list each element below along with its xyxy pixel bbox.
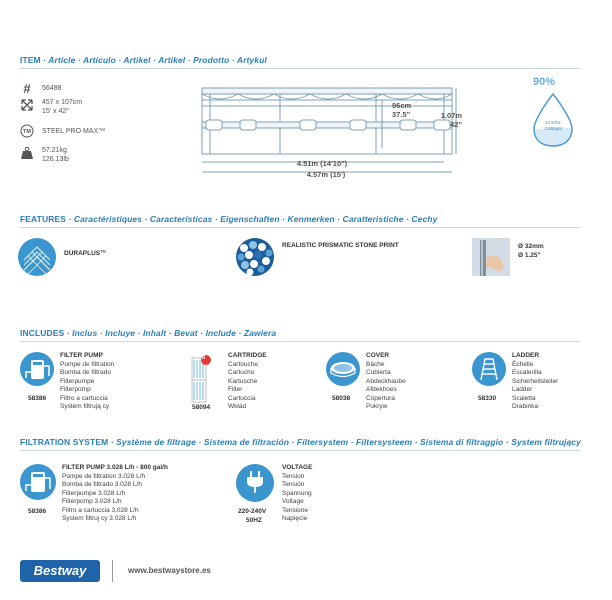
pool-diagram: [200, 80, 460, 180]
spec-size-text: [42, 98, 82, 116]
frequency-value: 50HZ: [246, 517, 262, 524]
translation-line: Filtro a cartuccia: [60, 394, 108, 402]
translation-line: Cartucho: [228, 369, 255, 377]
svg-text:TM: TM: [23, 129, 31, 136]
feature-pipe-diameter: [472, 238, 582, 278]
translation-line: Escalerilla: [512, 369, 542, 377]
includes-title-rest: · Inclus · Incluye · Inhalt · Bevat · Include · Zawiera: [64, 328, 277, 338]
feature-duraplus: [18, 238, 168, 278]
diagram-height-in: 42": [450, 120, 462, 129]
filtration-pump-heading: FILTER PUMP 3.028 L/h - 800 gal/h: [62, 464, 168, 471]
translation-line: Voltage: [282, 498, 304, 506]
filtration-pump-icon: [20, 464, 56, 500]
ladder-heading: LADDER: [512, 352, 540, 359]
spec-weight-text: [42, 146, 69, 164]
translation-line: Scaletta: [512, 394, 536, 402]
hash-icon: #: [23, 81, 31, 96]
cartridge-badge: II: [202, 355, 206, 361]
features-section-title: [20, 214, 437, 224]
translation-line: Napięcie: [282, 515, 308, 523]
item-rule: [20, 68, 580, 69]
translation-line: Spannung: [282, 489, 312, 497]
filter-pump-code: 58386: [28, 395, 47, 402]
features-title-rest: · Caractéristiques · Características · Eigenschaften · Kenmerken · Caratteristiche · Cechy: [65, 214, 438, 224]
spec-code-text: 56488: [42, 85, 62, 92]
translation-line: Filtro a cartuccia 3.028 L/h: [62, 506, 139, 514]
translation-line: Pompe de filtration 3.028 L/h: [62, 473, 146, 480]
cartridge-heading: CARTRIDGE: [228, 352, 267, 359]
voltage-value: 220-240V: [238, 508, 267, 515]
filter-pump-heading: FILTER PUMP: [60, 352, 103, 359]
translation-line: Wkład: [228, 403, 247, 411]
ladder-code: 58330: [478, 395, 497, 402]
translation-line: Filterpumpe 3.028 L/h: [62, 489, 126, 497]
item-title-first: ITEM: [20, 55, 41, 65]
translation-line: Filterpumpe: [60, 377, 95, 385]
item-section-title: [20, 55, 267, 65]
size-metric: 457 x 107cm: [42, 99, 83, 106]
bestway-logo: Bestway: [20, 560, 100, 582]
spec-weight: [20, 146, 190, 166]
diagram-water-depth-in: 37.5": [392, 110, 411, 119]
cover-icon: [326, 352, 360, 386]
filtration-voltage: [236, 464, 386, 524]
feature-duraplus-label: DURAPLUS™: [64, 250, 107, 257]
spec-frame-text: STEEL PRO MAX™: [42, 128, 106, 135]
cartridge-code: 58094: [192, 404, 211, 411]
footer-divider: [112, 560, 113, 582]
filter-pump-translations: [60, 361, 114, 411]
translation-line: Bâche: [366, 361, 385, 368]
weight-kg: 57.21kg: [42, 147, 67, 154]
size-imperial: 15' x 42": [42, 108, 69, 115]
spec-frame: [20, 124, 190, 144]
website-link[interactable]: www.bestwaystore.es: [128, 566, 211, 575]
feature-stone-print: [236, 238, 436, 278]
feature-pipe-diameter-label: [518, 242, 544, 260]
include-filter-pump: [20, 352, 160, 412]
includes-section-title: [20, 328, 276, 338]
includes-title-first: INCLUDES: [20, 328, 65, 338]
filtration-section-title: [20, 437, 581, 447]
cartridge-icon: [190, 352, 226, 404]
translation-line: Bomba de filtrado 3.028 L/h: [62, 481, 142, 489]
diagram-inner-width: 4.51m (14'10"): [296, 159, 348, 168]
capacity-text: [538, 120, 568, 132]
voltage-heading: VOLTAGE: [282, 464, 313, 471]
cartridge-translations: [228, 361, 258, 411]
translation-line: Sicherheitsleiter: [512, 377, 559, 385]
translation-line: Drabinka: [512, 403, 539, 411]
translation-line: Cubierta: [366, 369, 391, 377]
pipe-diameter-in: Ø 1.25": [518, 252, 541, 259]
weight-icon: [20, 146, 34, 160]
cover-heading: COVER: [366, 352, 390, 359]
features-title-first: FEATURES: [20, 214, 66, 224]
voltage-translations: [282, 473, 312, 523]
filtration-title-rest: · Système de filtrage · Sistema de filtración · Filtersystem · Filtersysteem · Sistema di filtraggio · System filtrujący: [108, 437, 581, 447]
translation-line: Échelle: [512, 361, 534, 368]
translation-line: Afdekhoes: [366, 386, 397, 394]
pipe-diameter-icon: [472, 238, 510, 276]
translation-line: Filter: [228, 386, 243, 394]
translation-line: Bomba de filtrado: [60, 369, 111, 377]
features-rule: [20, 227, 580, 228]
feature-stone-print-label: REALISTIC PRISMATIC STONE PRINT: [282, 242, 399, 249]
pipe-diameter-mm: Ø 32mm: [518, 243, 544, 250]
item-title-rest: · Article · Artículo · Artikel · Artikel · Prodotto · Artykul: [40, 55, 267, 65]
translation-line: System filtruj cy 3.028 L/h: [62, 515, 137, 523]
include-cover: [326, 352, 466, 412]
translation-line: Tensión: [282, 481, 305, 489]
cover-code: 58038: [332, 395, 351, 402]
diagram-height-m: 1.07m: [440, 111, 462, 120]
translation-line: Pokryw: [366, 403, 388, 411]
resize-arrows-icon: [20, 98, 34, 112]
duraplus-icon: [18, 238, 56, 276]
power-plug-icon: [236, 464, 274, 502]
translation-line: Abdeckhaube: [366, 377, 406, 385]
capacity-liters: 14.970L: [544, 120, 562, 125]
filtration-pump-translations: [62, 473, 145, 523]
cover-translations: [366, 361, 406, 411]
ladder-icon: [472, 352, 506, 386]
translation-line: Filterpomp 3.028 L/h: [62, 498, 122, 506]
trademark-icon: [20, 124, 34, 138]
includes-rule: [20, 341, 580, 342]
translation-line: Ladder: [512, 386, 533, 394]
translation-line: Tensione: [282, 506, 309, 514]
translation-line: Copertura: [366, 394, 395, 402]
weight-lb: 126.13lb: [42, 156, 69, 163]
translation-line: System filtrują cy: [60, 403, 110, 411]
filtration-pump: [20, 464, 220, 524]
fill-percent: 90%: [533, 76, 556, 88]
ladder-translations: [512, 361, 558, 411]
include-cartridge: [190, 352, 330, 412]
filtration-rule: [20, 450, 580, 451]
translation-line: Filterpomp: [60, 386, 91, 394]
diagram-water-depth-m: 96cm: [392, 101, 412, 110]
filtration-pump-code: 58386: [28, 508, 47, 515]
capacity-gallons: 3.955gal: [544, 126, 562, 131]
include-ladder: [472, 352, 612, 412]
spec-size: [20, 98, 190, 118]
filtration-title-first: FILTRATION SYSTEM: [20, 437, 109, 447]
translation-line: Kartusche: [228, 377, 258, 385]
diagram-outer-width: 4.57m (15'): [306, 170, 346, 179]
translation-line: Tension: [282, 473, 305, 480]
translation-line: Cartuccia: [228, 394, 256, 402]
translation-line: Cartouche: [228, 361, 258, 368]
stone-print-icon: [236, 238, 274, 276]
filter-pump-icon: [20, 352, 54, 386]
translation-line: Pompe de filtration: [60, 361, 115, 368]
